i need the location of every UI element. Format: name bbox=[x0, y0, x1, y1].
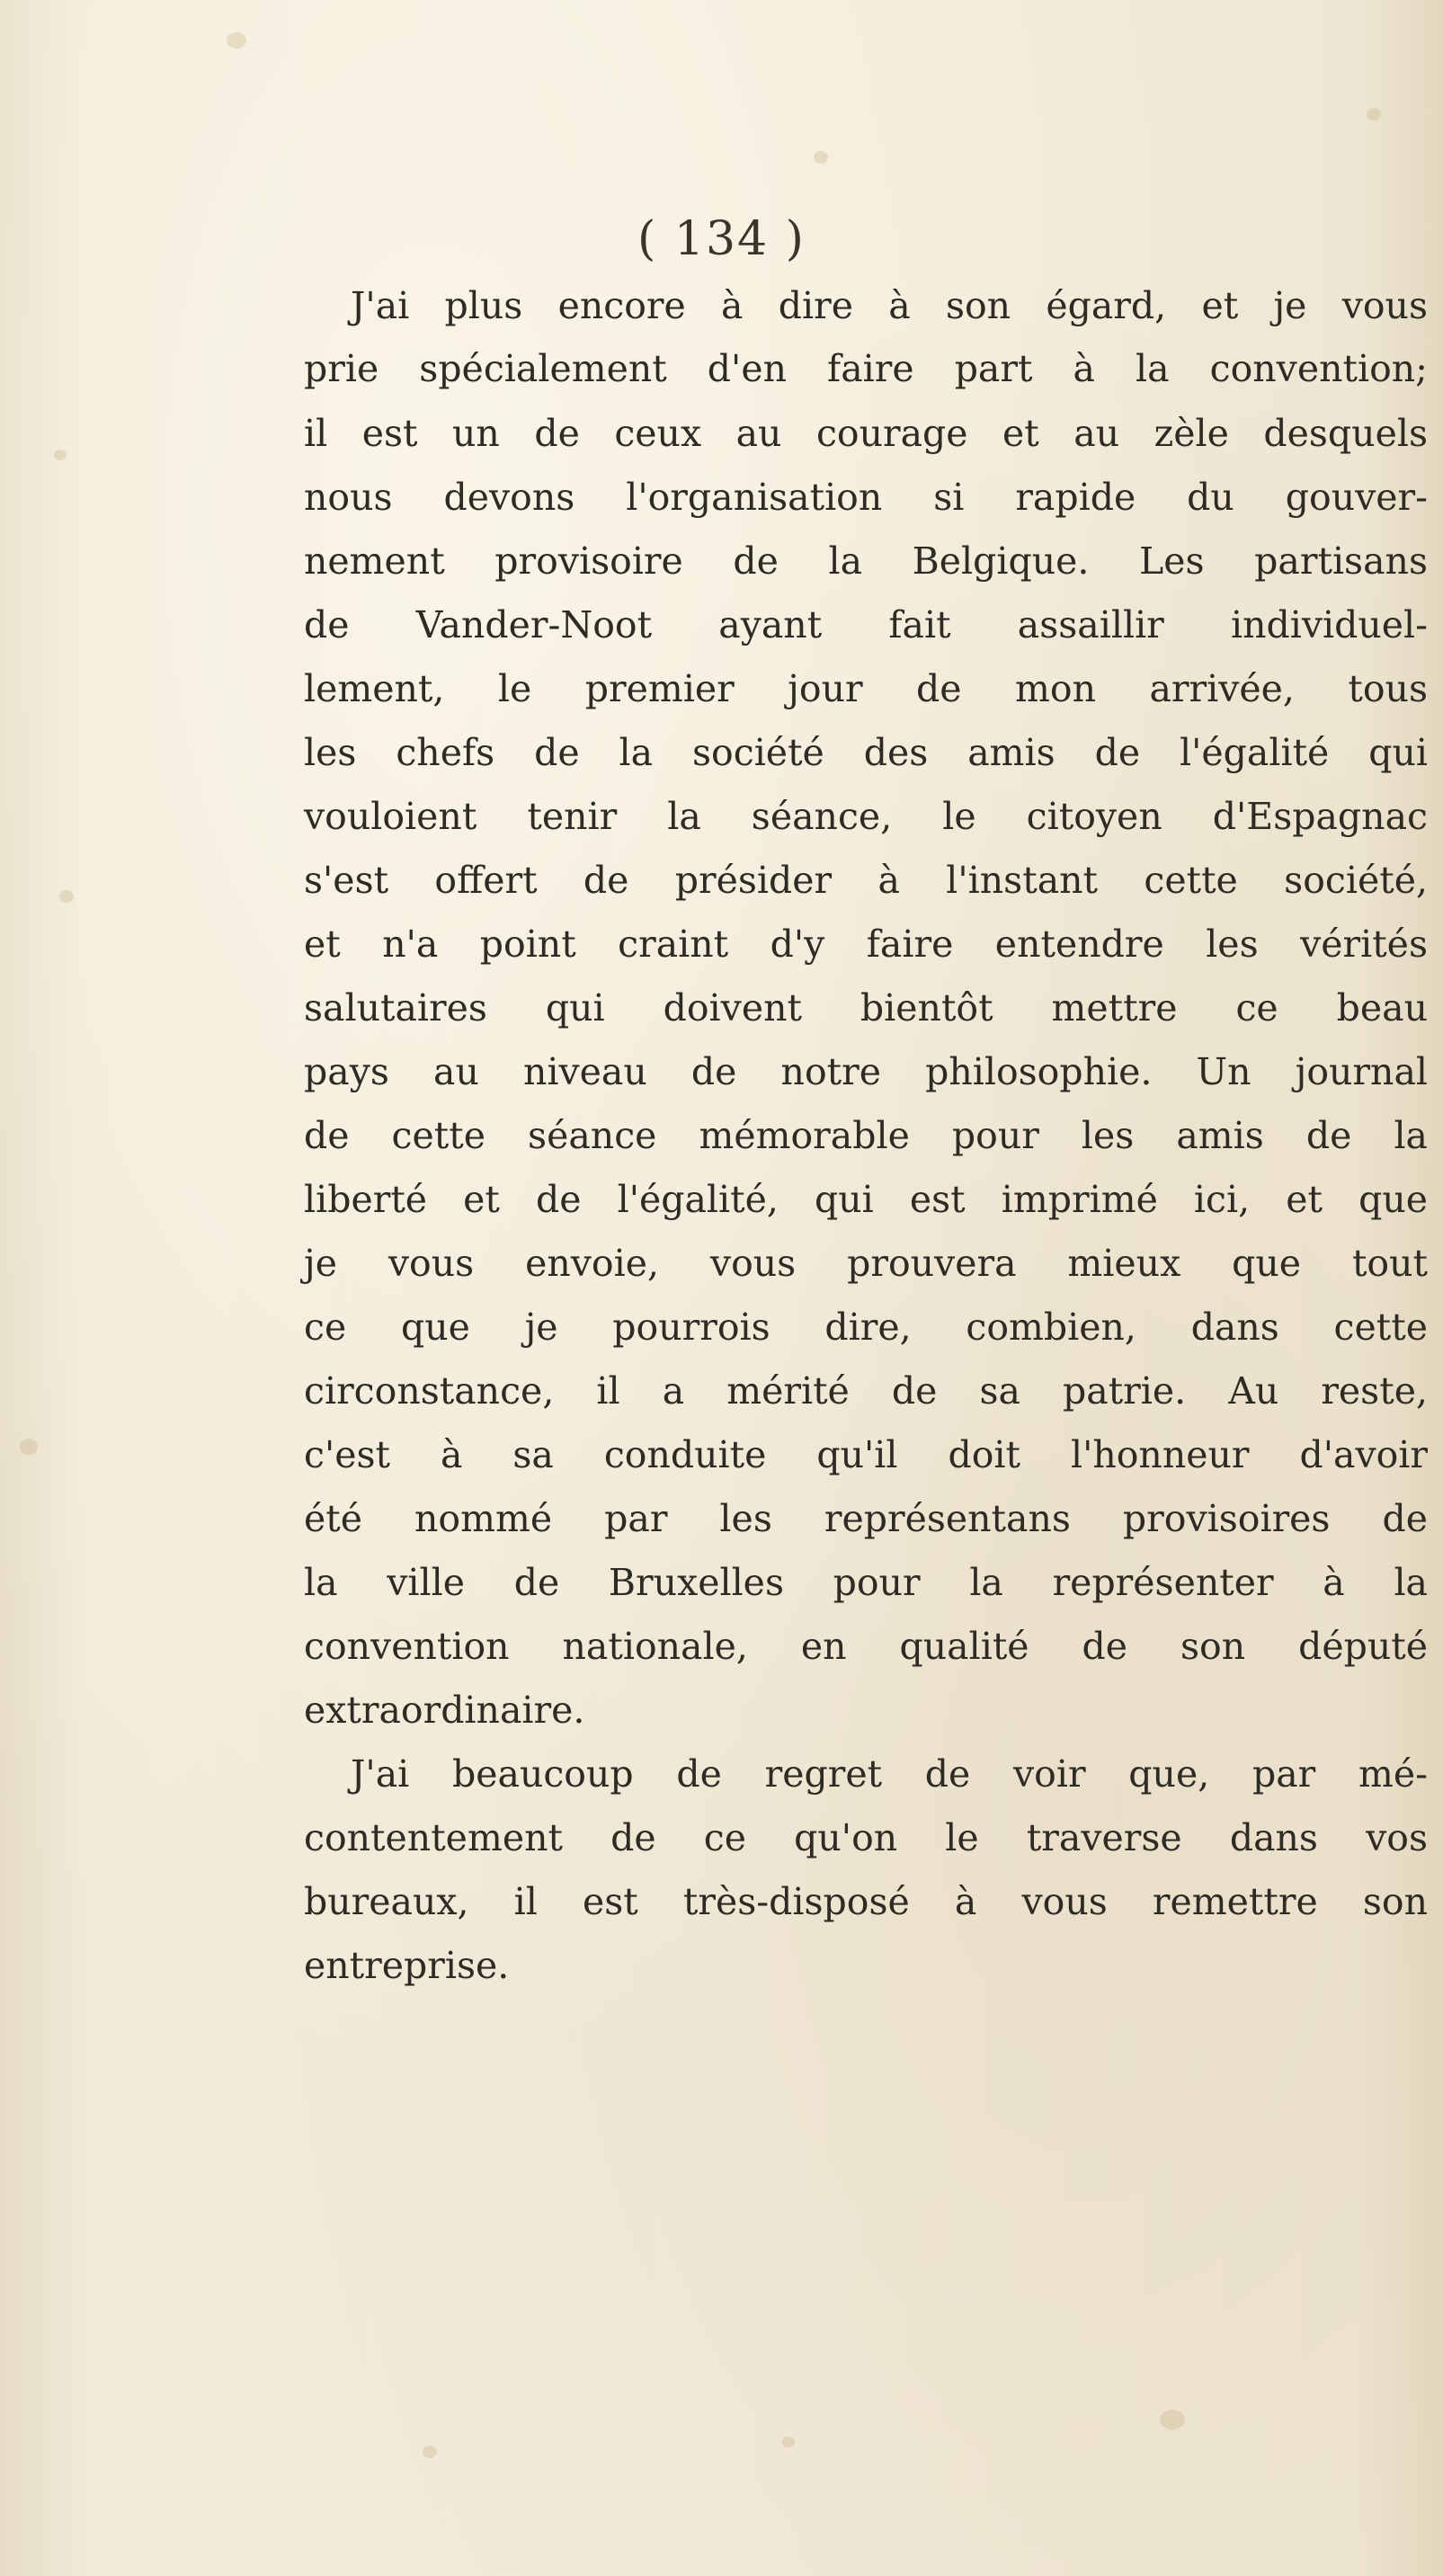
text-line: convention nationale, en qualité de son député bbox=[304, 1625, 1428, 1668]
text-line: prie spécialement d'en faire part à la convention; bbox=[304, 347, 1428, 390]
text-line: s'est offert de présider à l'instant cette société, bbox=[304, 859, 1428, 902]
text-line: de Vander-Noot ayant fait assaillir individuel- bbox=[304, 603, 1428, 646]
text-line: salutaires qui doivent bientôt mettre ce beau bbox=[304, 986, 1428, 1030]
foxing-spot bbox=[54, 450, 67, 460]
foxing-spot bbox=[227, 32, 246, 49]
foxing-spot bbox=[782, 2437, 795, 2447]
text-line: ce que je pourrois dire, combien, dans cette bbox=[304, 1306, 1428, 1349]
text-line: la ville de Bruxelles pour la représenter à la bbox=[304, 1561, 1428, 1604]
text-line: pays au niveau de notre philosophie. Un journal bbox=[304, 1050, 1428, 1093]
text-line: J'ai beaucoup de regret de voir que, par mé- bbox=[351, 1752, 1428, 1796]
foxing-spot bbox=[20, 1439, 38, 1455]
text-line: extraordinaire. bbox=[304, 1689, 585, 1732]
text-line: été nommé par les représentans provisoires de bbox=[304, 1497, 1428, 1540]
text-line: contentement de ce qu'on le traverse dans vos bbox=[304, 1816, 1428, 1859]
text-line: J'ai plus encore à dire à son égard, et je vous bbox=[351, 284, 1428, 327]
page-number: ( 134 ) bbox=[637, 212, 806, 266]
text-line: bureaux, il est très-disposé à vous remettre son bbox=[304, 1880, 1428, 1923]
foxing-spot bbox=[423, 2446, 437, 2458]
text-line: de cette séance mémorable pour les amis de la bbox=[304, 1114, 1428, 1157]
text-line: il est un de ceux au courage et au zèle desquels bbox=[304, 412, 1428, 455]
foxing-spot bbox=[59, 890, 74, 903]
text-line: circonstance, il a mérité de sa patrie. Au reste, bbox=[304, 1369, 1428, 1413]
text-line: c'est à sa conduite qu'il doit l'honneur d'avoir bbox=[304, 1433, 1428, 1476]
text-line: nement provisoire de la Belgique. Les partisans bbox=[304, 539, 1428, 583]
text-line: entreprise. bbox=[304, 1944, 510, 1987]
foxing-spot bbox=[814, 151, 828, 164]
foxing-spot bbox=[1160, 2410, 1185, 2429]
text-line: nous devons l'organisation si rapide du gouver- bbox=[304, 476, 1428, 519]
text-line: liberté et de l'égalité, qui est imprimé ici, et que bbox=[304, 1178, 1428, 1221]
text-line: les chefs de la société des amis de l'égalité qui bbox=[304, 731, 1428, 774]
text-line: je vous envoie, vous prouvera mieux que tout bbox=[304, 1242, 1428, 1285]
text-line: lement, le premier jour de mon arrivée, tous bbox=[304, 667, 1428, 710]
text-line: vouloient tenir la séance, le citoyen d'Espagnac bbox=[304, 795, 1428, 838]
foxing-spot bbox=[1367, 108, 1381, 120]
text-line: et n'a point craint d'y faire entendre les vérités bbox=[304, 923, 1428, 966]
